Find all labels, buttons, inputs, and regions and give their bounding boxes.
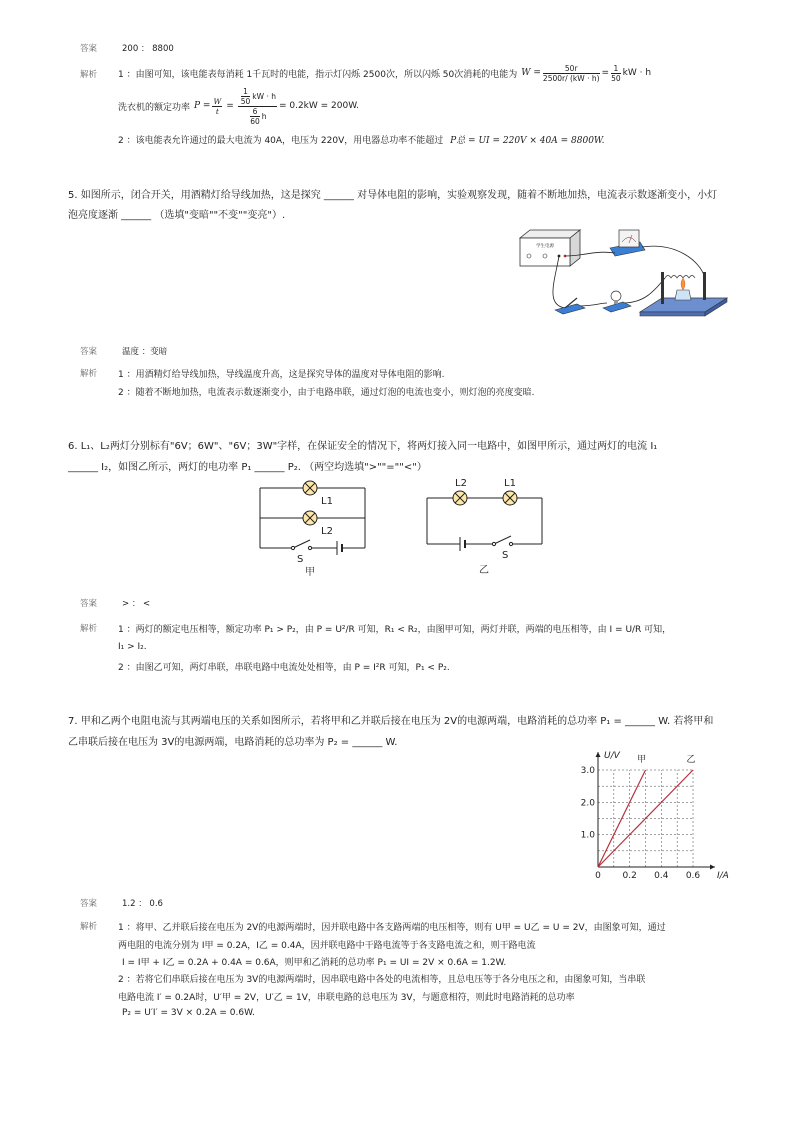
q4-power-fraction: $\frac{W}{t}$ xyxy=(213,96,222,116)
q7-answer: 1.2 ： 0.6 xyxy=(122,899,163,909)
q4-analysis-line1 xyxy=(118,63,651,83)
q7-analysis-2c: P₂ = U′I′ = 3V × 0.2A = 0.6W. xyxy=(122,1008,255,1018)
q6-answer: > ： < xyxy=(122,599,151,609)
q7-analysis-2b: 电路电流 I′ = 0.2A时，U′甲 = 2V，U′乙 = 1V，串联电路的总电压为 3V，与题意相符，则此时电路消耗的总功率 xyxy=(118,993,575,1003)
lamp-L2-icon xyxy=(303,511,317,525)
q4-power-compound-fraction: $\frac{1}{50}$ kW · h $\frac{6}{60}$ h xyxy=(238,87,277,126)
q5-stem-line2: 泡亮度逐渐 ______ （选填"变暗""不变""变亮"）. xyxy=(68,210,286,221)
q5-stem-line1: 5. 如图所示，闭合开关，用酒精灯给导线加热，这是探究 ______ 对导体电阻的影响，实验观察发现，随着不断地加热，电流表示数逐渐变小，小灯 xyxy=(68,190,718,201)
y-axis-label: U/V xyxy=(604,751,620,761)
answer-label: 答案 xyxy=(80,347,98,357)
series-label: 乙 xyxy=(686,755,696,765)
x-axis-arrow-icon xyxy=(710,865,715,870)
q4-a1-fraction: $\frac{50r}{2500r/ (kW \cdot h)}$ xyxy=(542,63,600,83)
q4-a1-fraction2: $\frac{1}{50}$ xyxy=(611,63,621,83)
answer-label: 答案 xyxy=(80,599,98,609)
fig-caption-jia: 甲 xyxy=(305,567,315,578)
label-S: S xyxy=(502,550,509,561)
q7-analysis-1b: 两电阻的电流分别为 I甲 = 0.2A，I乙 = 0.4A，因并联电路中干路电流等于各支路电流之和，则干路电流 xyxy=(118,941,536,951)
q5-analysis-1: 1 ：用酒精灯给导线加热，导线温度升高，这是探究导体的温度对导体电阻的影响. xyxy=(118,370,445,380)
lamp-bulb xyxy=(611,291,621,301)
lamp-L1-icon xyxy=(503,491,517,505)
lamp-L1-icon xyxy=(303,481,317,495)
alcohol-lamp xyxy=(675,290,691,300)
q7-analysis-1c: I = I甲 + I乙 = 0.2A + 0.4A = 0.6A，则甲和乙消耗的总功率 P₁ = UI = 2V × 0.6A = 1.2W. xyxy=(122,958,507,968)
q4-analysis-line2: 洗衣机的额定功率 P = $\frac{W}{t}$ = $\frac{1}{50}$ kW · h $\frac{6}{60}$ h = 0.2kW = 200W. xyxy=(118,86,359,126)
stand-post-left xyxy=(661,272,664,304)
q7-stem-line2: 乙串联后接在电压为 3V的电源两端，电路消耗的总功率为 P₂ = ______ W. xyxy=(68,737,398,748)
q6-stem-line1: 6. L₁、L₂两灯分别标有"6V；6W"、"6V；3W"字样，在保证安全的情况下，将两灯接入同一电路中，如图甲所示，通过两灯的电流 I₁ xyxy=(68,441,658,452)
q4-a1-formula-end: kW · h xyxy=(622,68,652,78)
analysis-label: 解析 xyxy=(80,922,98,932)
q4-a1-line2-pre: 洗衣机的额定功率 xyxy=(118,102,191,113)
y-tick-label: 2.0 xyxy=(580,798,595,809)
q7-iu-chart xyxy=(572,746,732,881)
q4-a1-formula-left: W = xyxy=(521,68,541,78)
fig-caption-yi: 乙 xyxy=(479,565,489,576)
q6-analysis-1: 1 ：两灯的额定电压相等，额定功率 P₁ > P₂，由 P = U²/R 可知，R₁ < R₂，由图甲可知，两灯并联，两端的电压相等，由 I = U/R 可知， xyxy=(118,625,672,635)
q5-experiment-figure xyxy=(515,220,730,328)
ammeter-face xyxy=(619,230,639,247)
answer-label: 答案 xyxy=(80,44,98,54)
y-tick-label: 3.0 xyxy=(580,766,595,776)
x-tick-label: 0.2 xyxy=(622,871,637,881)
q6-analysis-1b: I₁ > I₂. xyxy=(118,642,147,652)
label-L1: L1 xyxy=(321,496,333,507)
q6-circuit-jia xyxy=(255,474,370,584)
q6-circuit-yi xyxy=(422,474,547,584)
analysis-label: 解析 xyxy=(80,70,98,80)
q4-a1-line2-end: = 0.2kW = 200W. xyxy=(278,101,359,111)
power-supply-label: 学生电源 xyxy=(536,244,554,249)
label-L2: L2 xyxy=(455,478,467,489)
answer-label: 答案 xyxy=(80,899,98,909)
q7-analysis-1a: 1 ：将甲、乙并联后接在电压为 2V的电源两端时，因并联电路中各支路两端的电压相等，则有 U甲 = U乙 = U = 2V，由图象可知，通过 xyxy=(118,923,666,933)
lamp-L2-icon xyxy=(453,491,467,505)
q7-stem-line1: 7. 甲和乙两个电阻电流与其两端电压的关系如图所示，若将甲和乙并联后接在电压为 2V的电源两端，电路消耗的总功率 P₁ = ______ W. 若将甲和 xyxy=(68,716,714,727)
label-L2: L2 xyxy=(321,526,333,537)
y-axis-arrow-icon xyxy=(596,752,601,757)
x-axis-label: I/A xyxy=(717,871,729,881)
q4-a1-formula-mid: = xyxy=(601,68,610,78)
label-S: S xyxy=(297,554,304,565)
q4-a2-formula: P总 = UI = 220V × 40A = 8800W. xyxy=(450,136,605,146)
resistance-coil xyxy=(665,276,695,279)
x-tick-label: 0 xyxy=(595,871,601,881)
q4-a1-text: 1 ：由图可知，该电能表每消耗 1千瓦时的电能，指示灯闪烁 2500次，所以闪烁 50次消耗的电能为 xyxy=(118,69,518,80)
x-tick-label: 0.4 xyxy=(654,871,669,881)
stand-post-right xyxy=(703,272,706,300)
power-supply-front xyxy=(520,238,570,266)
analysis-label: 解析 xyxy=(80,624,98,634)
q6-stem-line2: ______ I₂，如图乙所示，两灯的电功率 P₁ ______ P₂. （两空均选填">""=""<"） xyxy=(68,462,427,473)
q4-answer: 200 ： 8800 xyxy=(122,44,174,54)
q4-analysis-line3: 2 ：该电能表允许通过的最大电流为 40A，电压为 220V，用电器总功率不能超过 P总 = UI = 220V × 40A = 8800W. xyxy=(118,136,605,146)
analysis-label: 解析 xyxy=(80,369,98,379)
q5-answer: 温度 ：变暗 xyxy=(122,347,168,357)
q7-analysis-2a: 2 ：若将它们串联后接在电压为 3V的电源两端时，因串联电路中各处的电流相等，且总电压等于各分电压之和，由图象可知，当串联 xyxy=(118,975,646,985)
q5-analysis-2: 2 ：随着不断地加热，电流表示数逐渐变小，由于电路串联，通过灯泡的电流也变小，则灯泡的亮度变暗. xyxy=(118,388,535,398)
switch xyxy=(555,304,585,314)
label-L1: L1 xyxy=(504,478,516,489)
y-tick-label: 1.0 xyxy=(580,830,595,841)
flame-icon xyxy=(681,278,685,290)
series-label: 甲 xyxy=(636,755,647,765)
x-tick-label: 0.6 xyxy=(685,871,701,881)
q6-analysis-2: 2 ：由图乙可知，两灯串联，串联电路中电流处处相等，由 P = I²R 可知，P₁ < P₂. xyxy=(118,663,450,673)
q4-a1-line2-formula: P = xyxy=(194,101,211,111)
